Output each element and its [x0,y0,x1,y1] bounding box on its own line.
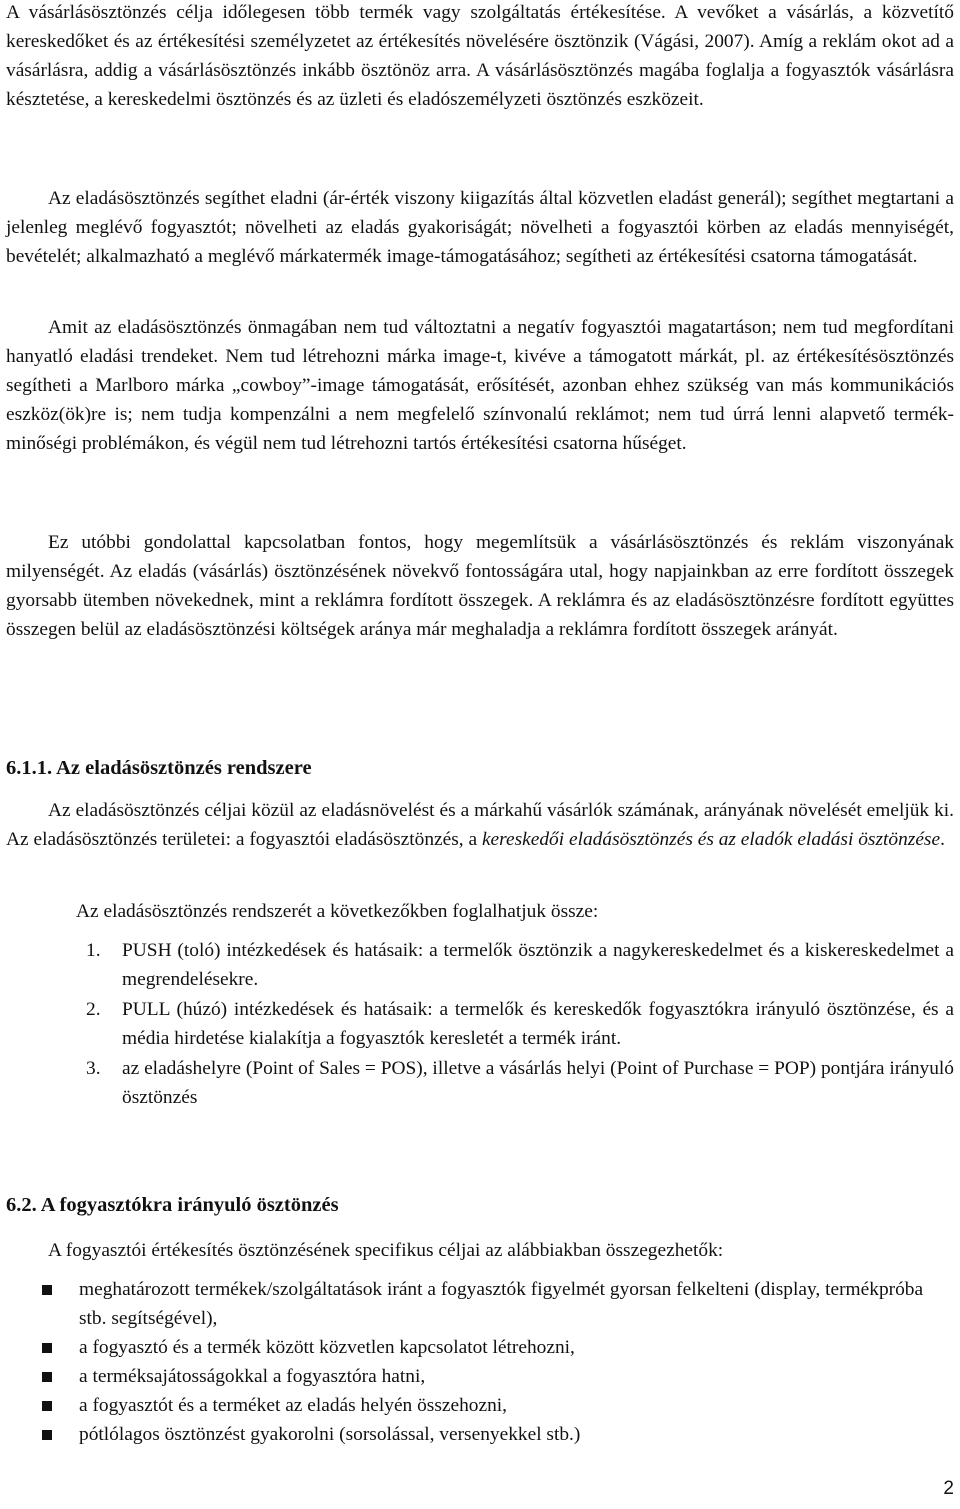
list-item [6,1362,954,1391]
bullet-list [6,1275,954,1449]
paragraph-benefits: Az eladásösztönzés segíthet eladni (ár-érték viszony kiigazítás által közvetlen eladást generál); segíthet megtartani a jelenleg meglévő fogyasztót; növelheti az eladás gyakoriságát; növelheti a fogyasztói körben az eladás mennyiségét, bevételét; alkalmazható a meglévő márkatermék image-támogatásához; segítheti az értékesítési csatorna támogatását. [6,188,954,267]
list-item [6,1275,954,1333]
goals-end: . [940,829,945,850]
square-bullet-icon [42,1372,52,1382]
square-bullet-icon [42,1285,52,1295]
list-item [6,936,954,994]
paragraph-limits: Amit az eladásösztönzés önmagában nem tud változtatni a negatív fogyasztói magatartáson; nem tud megfordítani hanyatló eladási trendeket. Nem tud létrehozni márka image-t, kivéve a támogatott márkát, pl. az értékesítésösztönzés segítheti a Marlboro márka „cowboy”-image támogatását, erősítését, azonban ehhez szükség van más kommunikációs eszköz(ök)re is; nem tudja kompenzálni a nem megfelelő színvonalú reklámot; nem tud úrrá lenni alapvető termék-minőségi problémákon, és végül nem tud létrehozni tartós értékesítési csatorna hűséget. [6,317,954,454]
list-item [6,1391,954,1420]
list-text: a fogyasztót és a terméket az eladás helyén összehozni, [79,1395,508,1416]
page-number: 2 [943,1478,954,1499]
list-text: az eladáshelyre (Point of Sales = POS), illetve a vásárlás helyi (Point of Purchase = POP) pontjára irányuló ösztönzés [122,1058,954,1108]
list-number: 2. [86,999,101,1020]
numbered-list [6,936,954,1113]
list-text: PULL (húzó) intézkedések és hatásaik: a termelők és kereskedők fogyasztókra irányuló ösztönzése, és a média hirdetése kialakítja a fogyasztók keresletét a termék iránt. [122,999,954,1049]
list-item [6,1420,954,1449]
list-item [6,1054,954,1112]
list-item [6,1333,954,1362]
paragraph-consumer-goals: A fogyasztói értékesítés ösztönzésének specifikus céljai az alábbiakban összegezhetők: [48,1240,724,1261]
square-bullet-icon [42,1343,52,1353]
paragraph-intro: A vásárlásösztönzés célja időlegesen több termék vagy szolgáltatás értékesítése. A vevőket a vásárlás, a közvetítő kereskedőket és az értékesítési személyzetet az értékesítés növelésére ösztönzik (Vágási, 2007). Amíg a reklám okot ad a vásárlásra, addig a vásárlásösztönzés inkább ösztönöz arra. A vásárlásösztönzés magába foglalja a fogyasztók vásárlásra késztetése, a kereskedelmi ösztönzés és az üzleti és eladószemélyzeti ösztönzés eszközeit. [6,2,954,110]
square-bullet-icon [42,1401,52,1411]
goals-italic-text: kereskedői eladásösztönzés és az eladók eladási ösztönzése [481,829,941,850]
list-text: meghatározott termékek/szolgáltatások iránt a fogyasztók figyelmét gyorsan felkelteni (display, termékpróba stb. segítségével), [79,1279,924,1329]
list-text: a terméksajátosságokkal a fogyasztóra hatni, [79,1366,426,1387]
list-text: a fogyasztó és a termék között közvetlen kapcsolatot létrehozni, [79,1337,575,1358]
list-item [6,995,954,1053]
paragraph-goals [6,796,954,854]
goals-text: Az eladásösztönzés céljai közül az eladásnövelést és a márkahű vásárlók számának, arányának növelését emeljük ki. Az eladásösztönzés területei: a fogyasztói eladásösztönzés, a [6,800,954,850]
list-number: 1. [86,940,101,961]
paragraph-system-intro: Az eladásösztönzés rendszerét a következőkben foglalhatjuk össze: [76,901,599,922]
section-heading-6-1-1: 6.1.1. Az eladásösztönzés rendszere [6,757,312,779]
paragraph-ad-relation: Ez utóbbi gondolattal kapcsolatban fontos, hogy megemlítsük a vásárlásösztönzés és reklám viszonyának milyenségét. Az eladás (vásárlás) ösztönzésének növekvő fontosságára utal, hogy napjainkban az erre fordított összegek gyorsabb ütemben növekednek, mint a reklámra fordított összegek. A reklámra és az eladásösztönzésre fordított együttes összegen belül az eladásösztönzési költségek aránya már meghaladja a reklámra fordított összegek arányát. [6,532,954,640]
square-bullet-icon [42,1430,52,1440]
list-text: PUSH (toló) intézkedések és hatásaik: a termelők ösztönzik a nagykereskedelmet és a kiskereskedelmet a megrendelésekre. [122,940,954,990]
list-number: 3. [86,1058,101,1079]
list-text: pótlólagos ösztönzést gyakorolni (sorsolással, versenyekkel stb.) [79,1424,581,1445]
section-heading-6-2: 6.2. A fogyasztókra irányuló ösztönzés [6,1194,339,1216]
